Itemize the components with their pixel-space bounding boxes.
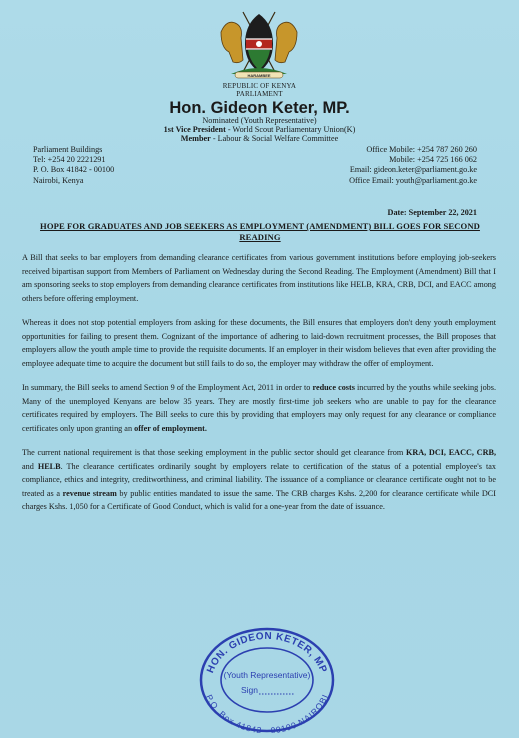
p3-text-cont: incurred by the youths while seeking jobs. Many of the unemployed Kenyans are below 35 years. They are mostly first-time job seekers who are unable to pay for the clearance certificates required by employers. The Bill seeks to cure this by providing that employers may only request for any clearance or compliance certificates only upon granting an — [22, 383, 496, 433]
member-text: - Labour & Social Welfare Committee — [210, 134, 339, 143]
nominated-label: Nominated (Youth Representative) — [202, 116, 317, 125]
svg-text:P.O. Box 41842 - 00100 NAIROBI — [204, 693, 330, 733]
p4-emphasis-revenue: revenue stream — [62, 488, 117, 498]
press-headline: HOPE FOR GRADUATES AND JOB SEEKERS AS EMPLOYMENT (AMENDMENT) BILL GOES FOR SECOND READING — [40, 221, 480, 242]
official-stamp — [197, 625, 337, 733]
email-line: Email: gideon.keter@parliament.go.ke — [349, 165, 477, 175]
stamp-middle-text: (Youth Representative) — [223, 670, 311, 680]
p4-and: and — [22, 461, 38, 471]
stamp-top-arc: HON. GIDEON KETER, MP — [205, 630, 329, 675]
vp-text: - World Scout Parliamentary Union(K) — [225, 125, 356, 134]
vp-label: 1st Vice President — [163, 125, 226, 134]
stamp-bottom-arc: P.O. Box 41842 - 00100 NAIROBI — [204, 692, 331, 733]
po-box-line: P. O. Box 41842 - 00100 — [33, 165, 115, 175]
member-line — [0, 134, 519, 143]
p3-emphasis-offer: offer of employment. — [134, 423, 207, 433]
p4-emphasis-helb: HELB — [37, 461, 61, 471]
telephone-line: Tel: +254 20 2221291 — [33, 155, 106, 165]
office-mobile-line: Office Mobile: +254 787 260 260 — [366, 145, 477, 154]
stamp-sign-label: Sign — [241, 685, 259, 695]
p4-text: The current national requirement is that those seeking employment in the public sector should get clearance from — [22, 448, 406, 457]
paragraph-2: Whereas it does not stop potential employers from asking for these documents, the Bill ensures that employers don't deny youth employment opportunities for failing to present them. Cognizant of the importance of adhering to laid-down recruitment processes, the Bill proposes that employers allow the youth ample time to provide the requisite documents. If an employer in their wisdom believes that even after providing the employee adequate time to acquire the document but still fails to do so, the employer may withdraw the offer of employment. — [22, 318, 496, 368]
address-line: Parliament Buildings — [33, 145, 103, 154]
paragraph-3 — [22, 381, 496, 435]
city-line: Nairobi, Kenya — [33, 175, 84, 185]
address-block — [33, 145, 114, 186]
letter-body — [22, 251, 496, 525]
vice-president-line — [0, 125, 519, 134]
parliament-label: PARLIAMENT — [236, 90, 283, 98]
office-email-line: Office Email: youth@parliament.go.ke — [349, 175, 477, 185]
crest-motto: HARAMBEE — [247, 73, 271, 78]
republic-label: REPUBLIC OF KENYA — [222, 82, 297, 90]
p3-text: In summary, the Bill seeks to amend Section 9 of the Employment Act, 2011 in order to — [22, 383, 313, 392]
p4-emphasis-agencies: KRA, DCI, EACC, CRB, — [405, 448, 496, 457]
member-label: Member — [180, 134, 211, 143]
p4-text-end: by public entities mandated to issue the same. The CRB charges Kshs. 2,200 for clearance certificate while DCI charges Kshs. 1,050 for a Certificate of Good Conduct, which is valid for a one-year from the date of issuance. — [22, 488, 496, 511]
p4-text-cont: . The clearance certificates ordinarily sought by employers relate to certification of the status of a potential employee's tax compliance, ethics and integrity, creditworthiness, and criminal liability. The issuance of a compliance or clearance certificate ought not to be treated as a — [22, 461, 496, 498]
mp-name: Hon. Gideon Keter, MP. — [169, 99, 350, 117]
paragraph-1: A Bill that seeks to bar employers from demanding clearance certificates from various government institutions before employing job-seekers received bipartisan support from Members of Parliament on Wednesday during the Second Reading. The Employment (Amendment) Bill that I am sponsoring seeks to stop employers from demanding clearance certificates from institutions like HELB, KRA, CRB, DCI, and EACC among others before offering employment. — [22, 253, 496, 303]
letter-date: Date: September 22, 2021 — [387, 208, 477, 217]
kenya-coat-of-arms-icon — [213, 2, 305, 84]
p3-emphasis-reduce-costs: reduce costs — [312, 383, 355, 392]
contact-block — [349, 145, 477, 186]
paragraph-4 — [22, 446, 496, 514]
mobile-line: Mobile: +254 725 166 062 — [389, 155, 477, 165]
